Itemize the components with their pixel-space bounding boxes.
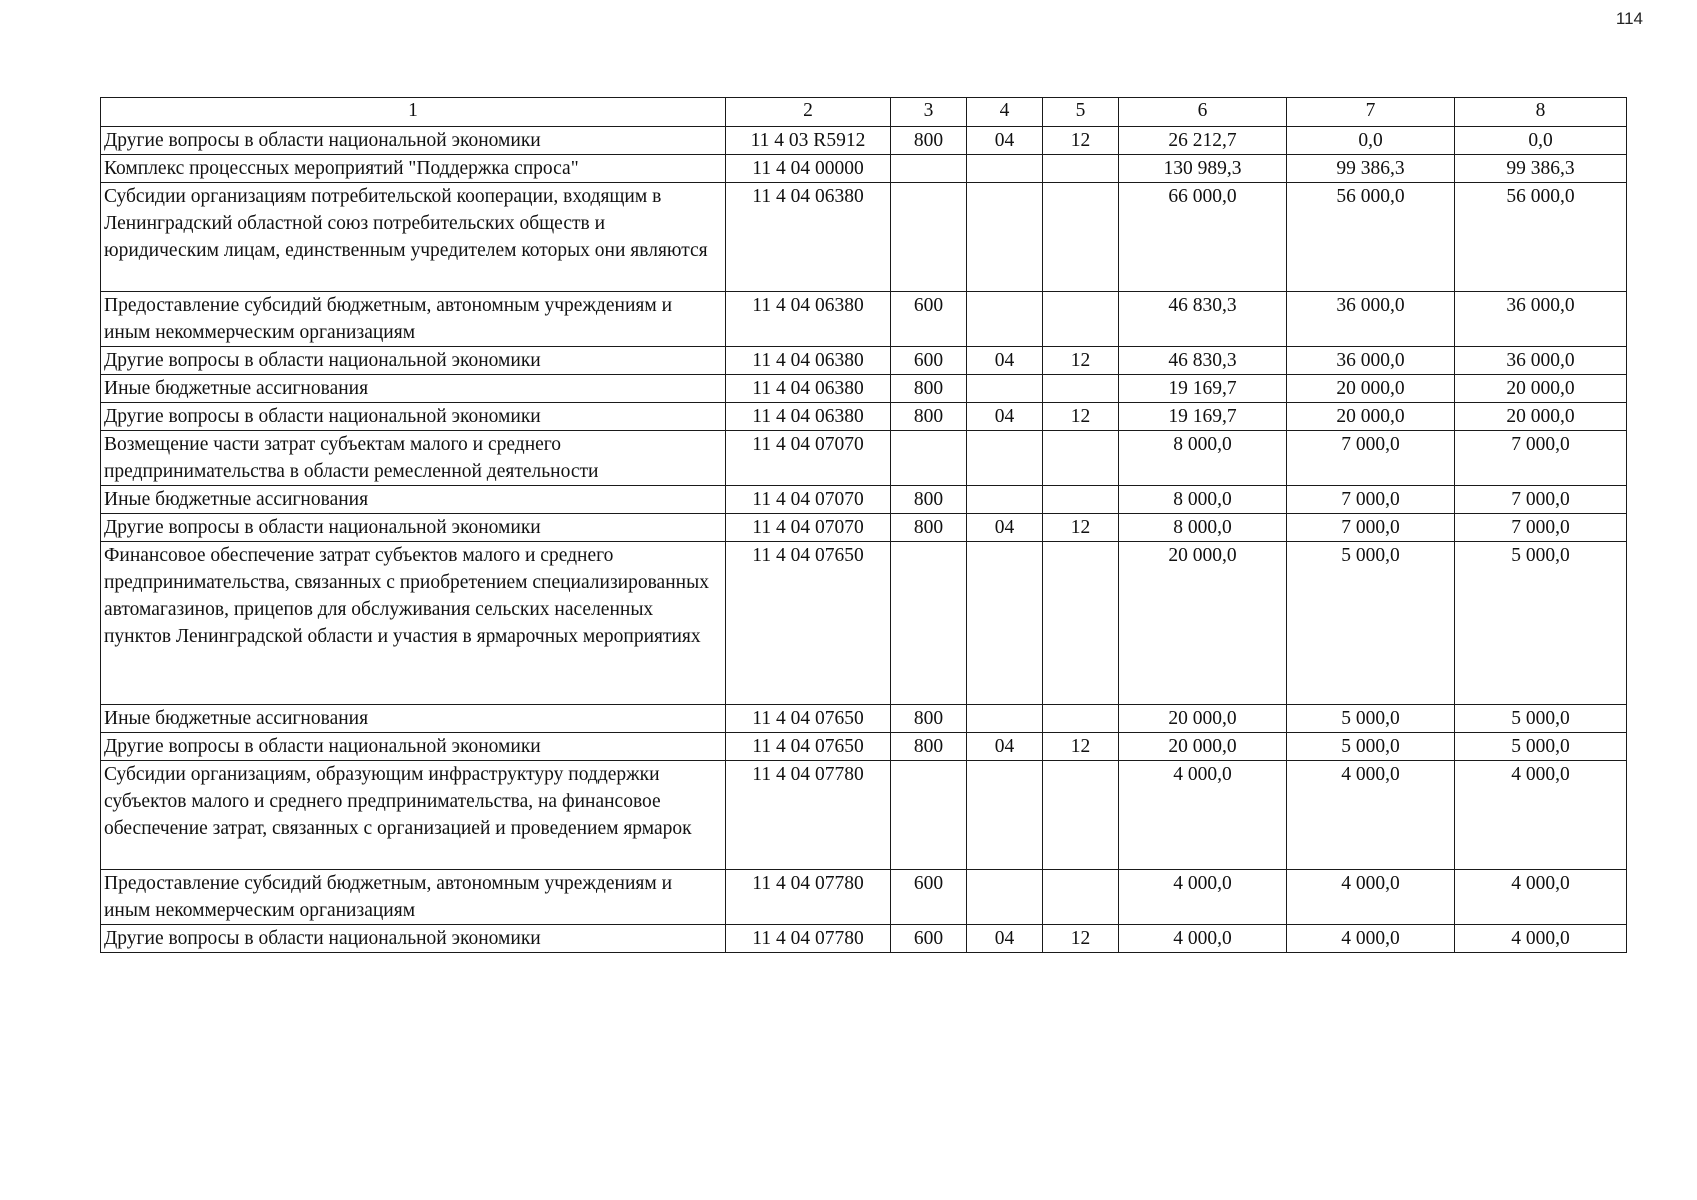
table-row [101,183,1627,292]
row-value-8: 20 000,0 [1455,375,1627,403]
row-code: 11 4 04 07650 [726,542,891,705]
row-col5 [1043,292,1119,347]
row-value-7: 20 000,0 [1287,375,1455,403]
row-value-6: 66 000,0 [1119,183,1287,292]
row-code: 11 4 04 06380 [726,403,891,431]
row-col5: 12 [1043,127,1119,155]
row-col4 [967,155,1043,183]
table-row [101,127,1627,155]
row-code: 11 4 04 06380 [726,347,891,375]
row-col4 [967,375,1043,403]
row-col3: 800 [891,375,967,403]
row-col4 [967,705,1043,733]
row-name: Субсидии организациям потребительской кооперации, входящим в Ленинградский областной союз потребительских обществ и юридическим лицам, единственным учредителем которых они являются [101,183,726,292]
row-col3 [891,542,967,705]
row-value-8: 5 000,0 [1455,733,1627,761]
row-value-6: 8 000,0 [1119,431,1287,486]
row-code: 11 4 04 07650 [726,705,891,733]
row-col3 [891,183,967,292]
row-value-6: 4 000,0 [1119,870,1287,925]
row-name: Другие вопросы в области национальной экономики [101,733,726,761]
row-name: Возмещение части затрат субъектам малого и среднего предпринимательства в области ремесленной деятельности [101,431,726,486]
table-row [101,761,1627,870]
column-header: 7 [1287,98,1455,127]
row-col5 [1043,155,1119,183]
row-col4 [967,431,1043,486]
row-col4 [967,870,1043,925]
table-row [101,431,1627,486]
row-name: Другие вопросы в области национальной экономики [101,925,726,953]
row-value-8: 5 000,0 [1455,705,1627,733]
row-name: Комплекс процессных мероприятий "Поддержка спроса" [101,155,726,183]
row-col3: 800 [891,705,967,733]
row-value-6: 8 000,0 [1119,514,1287,542]
row-code: 11 4 04 06380 [726,375,891,403]
row-col4 [967,292,1043,347]
row-code: 11 4 04 07650 [726,733,891,761]
row-name: Иные бюджетные ассигнования [101,486,726,514]
row-col5 [1043,705,1119,733]
column-header: 2 [726,98,891,127]
row-code: 11 4 04 07070 [726,514,891,542]
row-code: 11 4 04 07070 [726,486,891,514]
row-code: 11 4 04 07070 [726,431,891,486]
column-header: 8 [1455,98,1627,127]
row-col5 [1043,870,1119,925]
table-row [101,733,1627,761]
row-value-8: 36 000,0 [1455,347,1627,375]
row-name: Предоставление субсидий бюджетным, автономным учреждениям и иным некоммерческим организациям [101,870,726,925]
page-number: 114 [1615,9,1643,28]
row-value-6: 130 989,3 [1119,155,1287,183]
row-value-6: 46 830,3 [1119,347,1287,375]
row-col4: 04 [967,347,1043,375]
row-col5 [1043,375,1119,403]
row-col3: 600 [891,870,967,925]
row-value-7: 7 000,0 [1287,514,1455,542]
row-col5: 12 [1043,733,1119,761]
row-value-8: 4 000,0 [1455,925,1627,953]
row-col4 [967,761,1043,870]
row-value-8: 36 000,0 [1455,292,1627,347]
table-row [101,925,1627,953]
row-value-6: 19 169,7 [1119,403,1287,431]
row-col3: 800 [891,127,967,155]
row-col5 [1043,183,1119,292]
row-value-8: 7 000,0 [1455,486,1627,514]
table-row [101,292,1627,347]
row-value-8: 20 000,0 [1455,403,1627,431]
row-col3 [891,431,967,486]
row-col3: 800 [891,486,967,514]
row-value-6: 8 000,0 [1119,486,1287,514]
row-code: 11 4 04 07780 [726,761,891,870]
row-col5 [1043,486,1119,514]
row-value-8: 0,0 [1455,127,1627,155]
column-header: 4 [967,98,1043,127]
row-col5 [1043,761,1119,870]
row-name: Финансовое обеспечение затрат субъектов малого и среднего предпринимательства, связанных с приобретением специализированных автомагазинов, прицепов для обслуживания сельских населенных пунктов Ленинградской области и участия в ярмарочных мероприятиях [101,542,726,705]
row-code: 11 4 04 00000 [726,155,891,183]
row-col3: 800 [891,514,967,542]
row-name: Иные бюджетные ассигнования [101,375,726,403]
column-header: 6 [1119,98,1287,127]
row-value-6: 4 000,0 [1119,925,1287,953]
row-name: Иные бюджетные ассигнования [101,705,726,733]
column-header: 1 [101,98,726,127]
row-col4: 04 [967,127,1043,155]
row-value-8: 4 000,0 [1455,761,1627,870]
row-col4: 04 [967,733,1043,761]
row-col4: 04 [967,514,1043,542]
row-value-7: 7 000,0 [1287,431,1455,486]
row-col4: 04 [967,403,1043,431]
row-value-6: 20 000,0 [1119,542,1287,705]
column-header: 3 [891,98,967,127]
row-value-7: 7 000,0 [1287,486,1455,514]
table-row [101,155,1627,183]
row-col5: 12 [1043,925,1119,953]
row-col4 [967,486,1043,514]
row-value-6: 20 000,0 [1119,705,1287,733]
budget-table [100,97,1627,953]
table-row [101,486,1627,514]
table-row [101,705,1627,733]
table-row [101,403,1627,431]
row-col4 [967,183,1043,292]
row-col3: 600 [891,347,967,375]
row-value-8: 99 386,3 [1455,155,1627,183]
row-value-7: 4 000,0 [1287,761,1455,870]
row-code: 11 4 04 06380 [726,292,891,347]
row-value-6: 19 169,7 [1119,375,1287,403]
row-name: Другие вопросы в области национальной экономики [101,403,726,431]
row-col3: 800 [891,403,967,431]
column-header: 5 [1043,98,1119,127]
row-value-8: 7 000,0 [1455,514,1627,542]
row-value-7: 56 000,0 [1287,183,1455,292]
row-value-7: 36 000,0 [1287,347,1455,375]
row-col4: 04 [967,925,1043,953]
row-col5: 12 [1043,514,1119,542]
row-col5: 12 [1043,403,1119,431]
table-row [101,514,1627,542]
row-value-7: 36 000,0 [1287,292,1455,347]
row-name: Предоставление субсидий бюджетным, автономным учреждениям и иным некоммерческим организациям [101,292,726,347]
row-value-8: 7 000,0 [1455,431,1627,486]
row-value-7: 0,0 [1287,127,1455,155]
row-col4 [967,542,1043,705]
header-row [101,98,1627,127]
row-name: Субсидии организациям, образующим инфраструктуру поддержки субъектов малого и среднего предпринимательства, на финансовое обеспечение затрат, связанных с организацией и проведением ярмарок [101,761,726,870]
row-col5 [1043,431,1119,486]
row-value-6: 20 000,0 [1119,733,1287,761]
row-code: 11 4 04 07780 [726,870,891,925]
row-value-8: 56 000,0 [1455,183,1627,292]
row-value-7: 99 386,3 [1287,155,1455,183]
row-name: Другие вопросы в области национальной экономики [101,127,726,155]
row-col3 [891,155,967,183]
row-col3: 600 [891,292,967,347]
row-value-7: 5 000,0 [1287,705,1455,733]
row-value-7: 4 000,0 [1287,925,1455,953]
row-value-6: 26 212,7 [1119,127,1287,155]
row-name: Другие вопросы в области национальной экономики [101,347,726,375]
row-col5 [1043,542,1119,705]
table-row [101,870,1627,925]
row-code: 11 4 04 07780 [726,925,891,953]
row-value-6: 4 000,0 [1119,761,1287,870]
row-value-7: 5 000,0 [1287,733,1455,761]
row-value-7: 4 000,0 [1287,870,1455,925]
row-col3: 800 [891,733,967,761]
row-value-7: 5 000,0 [1287,542,1455,705]
table-row [101,347,1627,375]
row-name: Другие вопросы в области национальной экономики [101,514,726,542]
row-value-7: 20 000,0 [1287,403,1455,431]
row-value-6: 46 830,3 [1119,292,1287,347]
row-value-8: 4 000,0 [1455,870,1627,925]
row-col5: 12 [1043,347,1119,375]
table-row [101,375,1627,403]
row-value-8: 5 000,0 [1455,542,1627,705]
table-row [101,542,1627,705]
row-col3: 600 [891,925,967,953]
row-code: 11 4 03 R5912 [726,127,891,155]
row-code: 11 4 04 06380 [726,183,891,292]
row-col3 [891,761,967,870]
